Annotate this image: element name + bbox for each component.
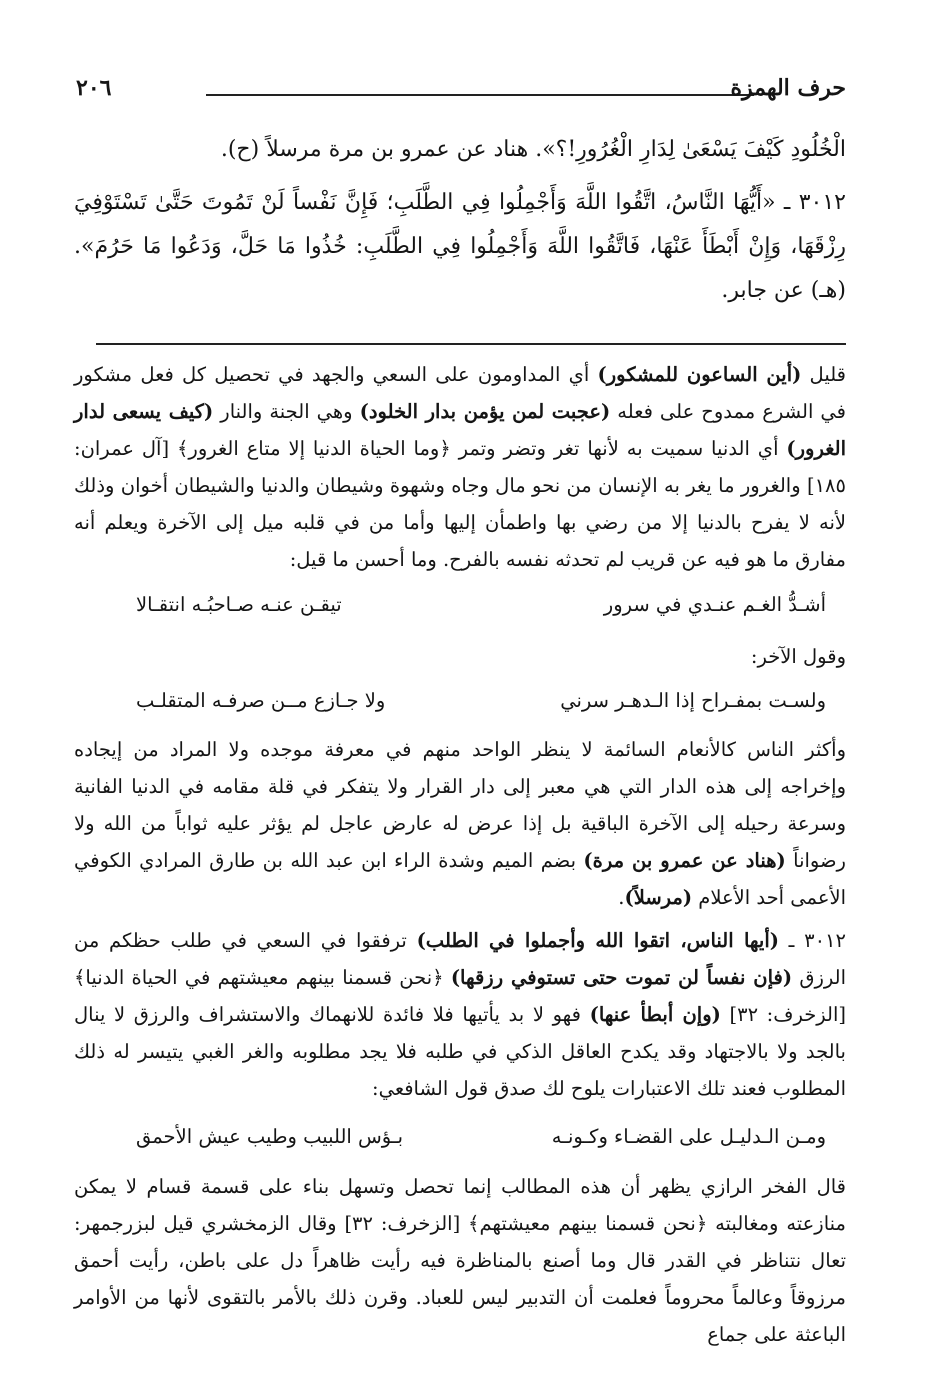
verse-hemistich-1: أشـدُّ الغـم عنـدي في سرور (603, 593, 826, 616)
verse-hemistich-1: ولسـت بمفـراح إذا الـدهـر سرني (560, 689, 826, 712)
commentary-quote: (أيها الناس، اتقوا الله وأجملوا في الطلب) (416, 929, 779, 952)
hadith-text (74, 128, 846, 313)
commentary-quote: (كيف يسعى لدار الغرور) (74, 400, 846, 460)
commentary-quote: (هناد عن عمرو بن مرة) (583, 849, 786, 872)
verse-hemistich-1: ومـن الـدليـل على القضـاء وكـونـه (551, 1125, 826, 1148)
verse-hemistich-2: تيقـن عنـه صـاحبُـه انتقـالا (136, 593, 342, 616)
hadith-continuation: الْخُلُودِ كَيْفَ يَسْعَىٰ لِدَارِ الْغُرُورِ!؟». هناد عن عمرو بن مرة مرسلاً (ح). (220, 137, 846, 162)
commentary-paragraph-1: قليل (أين الساعون للمشكور) أي المداومون على السعي والجهد في تحصيل كل فعل مشكور في الشرع ممدوح على فعله (عجبت لمن يؤمن بدار الخلود) وهي الجنة والنار (كيف يسعى لدار الغرور) أي الدنيا سميت به لأنها تغر وتضر وتمر ﴿وما الحياة الدنيا إلا متاع الغرور﴾ [آل عمران: ١٨٥] والغرور ما يغر به الإنسان من نحو مال وجاه وشهوة وشيطان والدنيا والشيطان أخوان وذلك لأنه لا يفرح بالدنيا إلا من رضي بها واطمأن إليها وأما من في قلبه ميل إلى الآخرة ويعلم أنه مفارق ما هو فيه عن قريب لم تحدثه نفسه بالفرح. وما أحسن ما قيل: (74, 363, 847, 571)
commentary-quote: (فإن نفساً لن تموت حتى تستوفي رزقها) (450, 966, 793, 989)
hadith-3012: ٣٠١٢ ـ «أَيُّهَا النَّاسُ، اتَّقُوا اللَّهَ وَأَجْمِلُوا فِي الطَّلَبِ؛ فَإِنَّ نَفْساً لَنْ تَمُوتَ حَتَّىٰ تَسْتَوْفِيَ رِزْقَهَا، وَإِنْ أَبْطَأَ عَنْهَا، فَاتَّقُوا اللَّهَ وَأَجْمِلُوا فِي الطَّلَبِ: خُذُوا مَا حَلَّ، وَدَعُوا مَا حَرُمَ». (هـ) عن جابر. (74, 190, 846, 303)
verse-hemistich-2: ولا جـازع مــن صرفـه المتقلـب (136, 689, 386, 712)
poetry-verse-3 (96, 1120, 826, 1154)
commentary-quote: (عجبت لمن يؤمن بدار الخلود) (359, 400, 611, 423)
section-divider (96, 343, 846, 345)
chapter-title: حرف الهمزة (730, 75, 846, 101)
commentary-quote: (أين الساعون للمشكور) (597, 363, 802, 386)
commentary-paragraph-4: قال الفخر الرازي يظهر أن هذه المطالب إنما تحصل وتسهل بناء على قسمة قسام لا يمكن منازعته ومغالبته ﴿نحن قسمنا بينهم معيشتهم﴾ [الزخرف: ٣٢] وقال الزمخشري قيل لبزرجمهر: تعال نتناظر في القدر قال وما أصنع بالمناظرة فيه رأيت ظاهراً دل على باطن، رأيت أحمق مرزوقاً وعالماً محروماً فعلمت أن التدبير ليس للعباد. وقرن ذلك بالأمر بالتقوى لأنها من الأوامر الباعثة على جماع (74, 1175, 846, 1346)
commentary-quote: (وإن أبطأ عنها) (589, 1003, 721, 1026)
verse-hemistich-2: بـؤس اللبيب وطيب عيش الأحمق (136, 1125, 404, 1148)
poetry-verse-2 (96, 684, 826, 718)
page-number: ٢٠٦ (76, 75, 112, 101)
running-header (76, 74, 846, 102)
poetry-verse-1 (96, 588, 826, 622)
commentary-paragraph-2: وأكثر الناس كالأنعام السائمة لا ينظر الواحد منهم في معرفة موجده ولا المراد من إيجاده وإخراجه إلى هذه الدار التي هي معبر إلى دار القرار ولا يتفكر في قلة مقامه في الدنيا الفانية وسرعة رحيله إلى الآخرة الباقية بل إذا عرض له عارض عاجل لم يؤثر عليه ثواباً من الله ولا رضواناً (هناد عن عمرو بن مرة) بضم الميم وشدة الراء ابن عبد الله بن طارق المرادي الكوفي الأعمى أحد الأعلام (مرسلاً). (74, 738, 846, 909)
commentary-quote: (مرسلاً) (624, 886, 693, 909)
verse-intro: وقول الآخر: (750, 645, 846, 668)
commentary-paragraph-3: ٣٠١٢ ـ (أيها الناس، اتقوا الله وأجملوا في الطلب) ترفقوا في السعي في طلب حظكم من الرزق (فإن نفساً لن تموت حتى تستوفي رزقها) ﴿نحن قسمنا بينهم معيشتهم في الحياة الدنيا﴾ [الزخرف: ٣٢] (وإن أبطأ عنها) فهو لا بد يأتيها فلا فائدة للانهماك والاستشراف والرزق لا ينال بالجد ولا بالاجتهاد وقد يكدح العاقل الذكي في طلبه فلا يجد مطلوبه والغر الغبي يتيسر له ذلك المطلوب فعند تلك الاعتبارات يلوح لك صدق قول الشافعي: (74, 929, 846, 1100)
header-rule (206, 94, 754, 96)
